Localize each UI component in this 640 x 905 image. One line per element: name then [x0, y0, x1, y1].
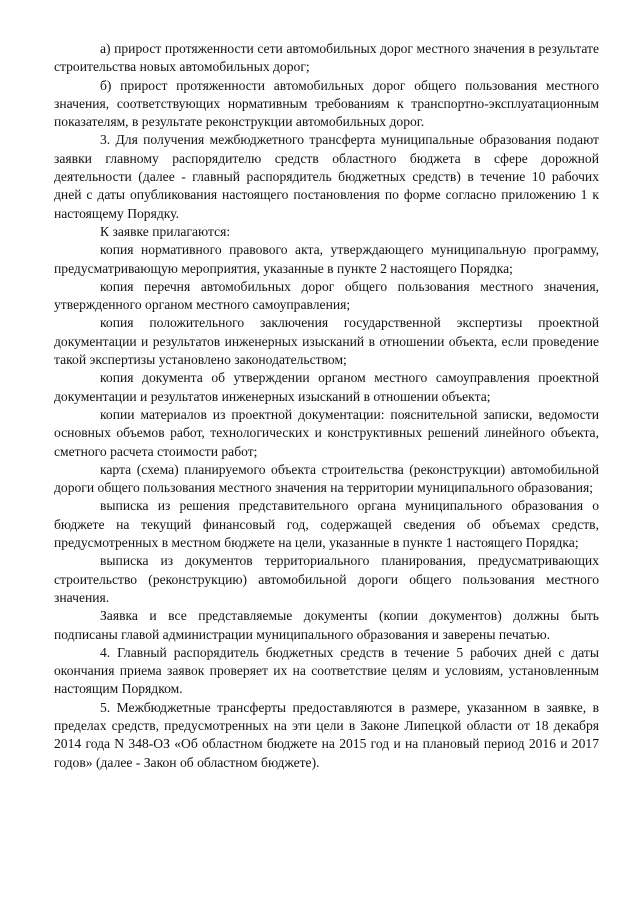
paragraph-clause-4: 4. Главный распорядитель бюджетных средств в течение 5 рабочих дней с даты окончания приема заявок проверяет их на соответствие целям и условиям, установленным настоящим Порядком.	[54, 644, 599, 697]
paragraph-attachments-intro: К заявке прилагаются:	[100, 223, 231, 239]
paragraph-item-a: а) прирост протяженности сети автомобильных дорог местного значения в результате строительства новых автомобильных дорог;	[54, 41, 599, 75]
paragraph-attachment-road-list: копия перечня автомобильных дорог общего пользования местного значения, утвержденного органом местного самоуправления;	[54, 278, 599, 313]
paragraph-attachment-approval: копия документа об утверждении органом местного самоуправления проектной документации и результатов инженерных изысканий в отношении объекта;	[54, 370, 599, 404]
paragraph-attachment-budget-extract: выписка из решения представительного органа муниципального образования о бюджете на текущий финансовый год, содержащей сведения об объемах средств, предусмотренных в местном бюджете на цели, указанные в пункте 1 настоящего Порядка;	[54, 498, 599, 551]
paragraph-attachment-map: карта (схема) планируемого объекта строительства (реконструкции) автомобильной дороги общего пользования местного значения на территории муниципального образования;	[54, 461, 599, 496]
paragraph-attachment-expertise: копия положительного заключения государственной экспертизы проектной документации и результатов инженерных изысканий в отношении объекта, если проведение такой экспертизы установлено законодательством;	[54, 315, 599, 368]
paragraph-signature-requirement: Заявка и все представляемые документы (копии документов) должны быть подписаны главой администрации муниципального образования и заверены печатью.	[54, 608, 599, 642]
paragraph-clause-3: 3. Для получения межбюджетного трансферта муниципальные образования подают заявки главному распорядителю средств областного бюджета в сфере дорожной деятельности (далее - главный распорядитель бюджетных средств) в течение 10 рабочих дней с даты опубликования настоящего постановления по форме согласно приложению 1 к настоящему Порядку.	[54, 132, 599, 221]
paragraph-clause-5: 5. Межбюджетные трансферты предоставляются в размере, указанном в заявке, в пределах средств, предусмотренных на эти цели в Законе Липецкой области от 18 декабря 2014 года N 348-ОЗ «Об областном бюджете на 2015 год и на плановый период 2016 и 2017 годов» (далее - Закон об областном бюджете).	[54, 699, 599, 770]
document-page	[54, 40, 599, 772]
paragraph-attachment-planning-extract: выписка из документов территориального планирования, предусматривающих строительство (реконструкцию) автомобильной дороги общего пользования местного значения.	[54, 553, 599, 605]
paragraph-attachment-project-materials: копии материалов из проектной документации: пояснительной записки, ведомости основных объемов работ, технологических и конструктивных решений линейного объекта, сметного расчета стоимости работ;	[54, 406, 599, 459]
paragraph-item-b: б) прирост протяженности автомобильных дорог общего пользования местного значения, соответствующих нормативным требованиям к транспортно-эксплуатационным показателям, в результате реконструкции автомобильных дорог.	[54, 77, 599, 130]
paragraph-attachment-program-act: копия нормативного правового акта, утверждающего муниципальную программу, предусматривающую мероприятия, указанные в пункте 2 настоящего Порядка;	[54, 242, 599, 276]
